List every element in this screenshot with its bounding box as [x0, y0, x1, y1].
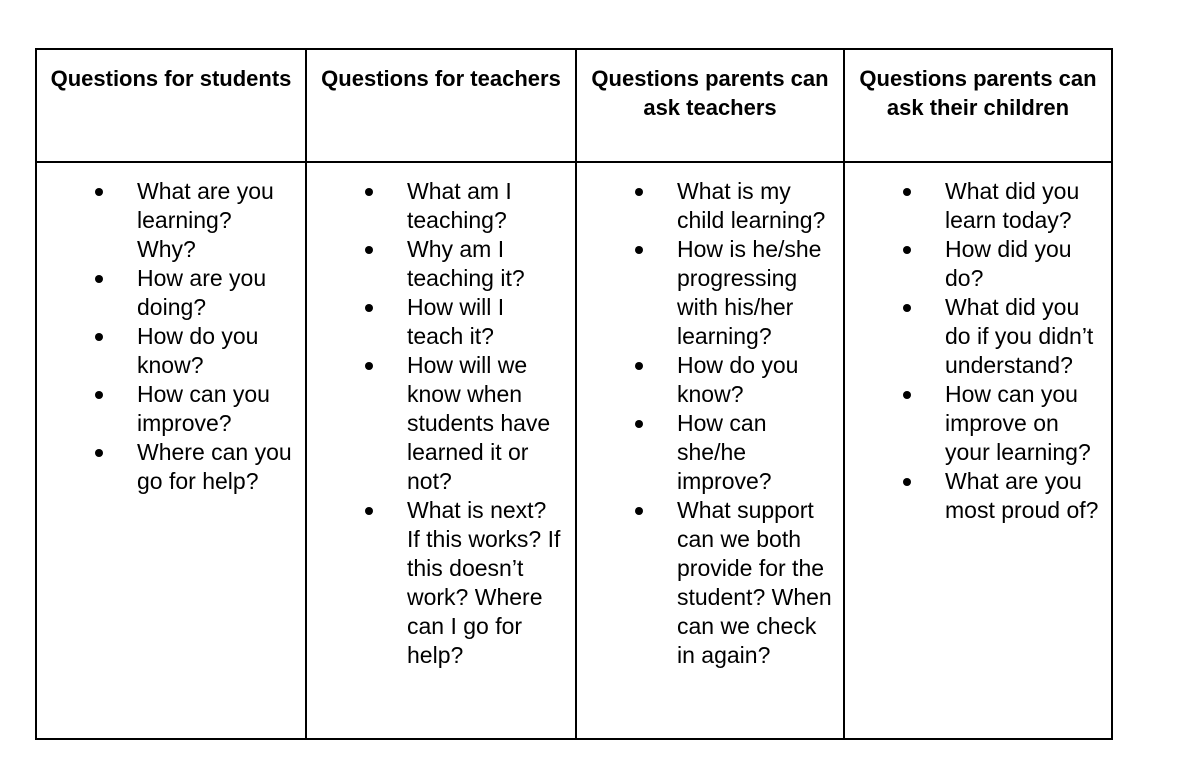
bullet-icon — [903, 391, 911, 399]
bullet-icon — [95, 449, 103, 457]
bullet-icon — [95, 333, 103, 341]
list-item — [577, 177, 833, 235]
table-header — [36, 49, 1112, 162]
bullet-icon — [903, 304, 911, 312]
question-text: How is he/she progressing with his/her learning? — [677, 236, 822, 349]
list-item — [307, 235, 565, 293]
question-text: How can you improve on your learning? — [945, 381, 1091, 465]
bullet-icon — [365, 362, 373, 370]
list-item — [37, 264, 295, 322]
bullet-icon — [95, 188, 103, 196]
students-question-list — [37, 177, 295, 496]
list-item — [577, 351, 833, 409]
bullet-icon — [95, 275, 103, 283]
teachers-question-list — [307, 177, 565, 670]
header-parents-ask-teachers: Questions parents can ask teachers — [576, 49, 844, 162]
question-text: What did you do if you didn’t understand? — [945, 294, 1094, 378]
question-text: Where can you go for help? — [137, 439, 292, 494]
bullet-icon — [903, 246, 911, 254]
cell-parents-ask-children — [844, 162, 1112, 739]
header-row — [36, 49, 1112, 162]
question-text: How can you improve? — [137, 381, 270, 436]
parents-teachers-question-list — [577, 177, 833, 670]
question-text: How are you doing? — [137, 265, 267, 320]
header-teachers: Questions for teachers — [306, 49, 576, 162]
question-text: How do you know? — [677, 352, 799, 407]
question-text: What are you learning? Why? — [137, 178, 274, 262]
cell-parents-ask-teachers — [576, 162, 844, 739]
list-item — [37, 438, 295, 496]
question-text: How can she/he improve? — [677, 410, 772, 494]
question-text: What am I teaching? — [407, 178, 512, 233]
bullet-icon — [635, 420, 643, 428]
question-text: What support can we both provide for the student? When can we check in again? — [677, 497, 832, 668]
question-text: Why am I teaching it? — [407, 236, 525, 291]
list-item — [307, 351, 565, 496]
questions-row — [36, 162, 1112, 739]
header-parents-ask-children: Questions parents can ask their children — [844, 49, 1112, 162]
bullet-icon — [635, 507, 643, 515]
question-text: How do you know? — [137, 323, 259, 378]
bullet-icon — [903, 188, 911, 196]
list-item — [577, 235, 833, 351]
bullet-icon — [365, 188, 373, 196]
list-item — [37, 380, 295, 438]
bullet-icon — [903, 478, 911, 486]
cell-teachers — [306, 162, 576, 739]
header-students: Questions for students — [36, 49, 306, 162]
bullet-icon — [365, 304, 373, 312]
list-item — [37, 322, 295, 380]
list-item — [577, 409, 833, 496]
list-item — [307, 177, 565, 235]
questions-table — [35, 48, 1113, 740]
question-text: How will I teach it? — [407, 294, 505, 349]
list-item — [845, 293, 1101, 380]
cell-students — [36, 162, 306, 739]
list-item — [37, 177, 295, 264]
question-text: What are you most proud of? — [945, 468, 1099, 523]
bullet-icon — [635, 246, 643, 254]
table-body — [36, 162, 1112, 739]
bullet-icon — [635, 188, 643, 196]
bullet-icon — [635, 362, 643, 370]
question-text: What did you learn today? — [945, 178, 1080, 233]
parents-children-question-list — [845, 177, 1101, 525]
list-item — [845, 380, 1101, 467]
bullet-icon — [365, 507, 373, 515]
bullet-icon — [95, 391, 103, 399]
question-text: What is my child learning? — [677, 178, 826, 233]
list-item — [845, 177, 1101, 235]
list-item — [845, 467, 1101, 525]
list-item — [845, 235, 1101, 293]
list-item — [307, 496, 565, 670]
list-item — [307, 293, 565, 351]
question-text: How did you do? — [945, 236, 1072, 291]
question-text: What is next? If this works? If this doesn’t work? Where can I go for help? — [407, 497, 561, 668]
bullet-icon — [365, 246, 373, 254]
question-text: How will we know when students have learned it or not? — [407, 352, 551, 494]
list-item — [577, 496, 833, 670]
